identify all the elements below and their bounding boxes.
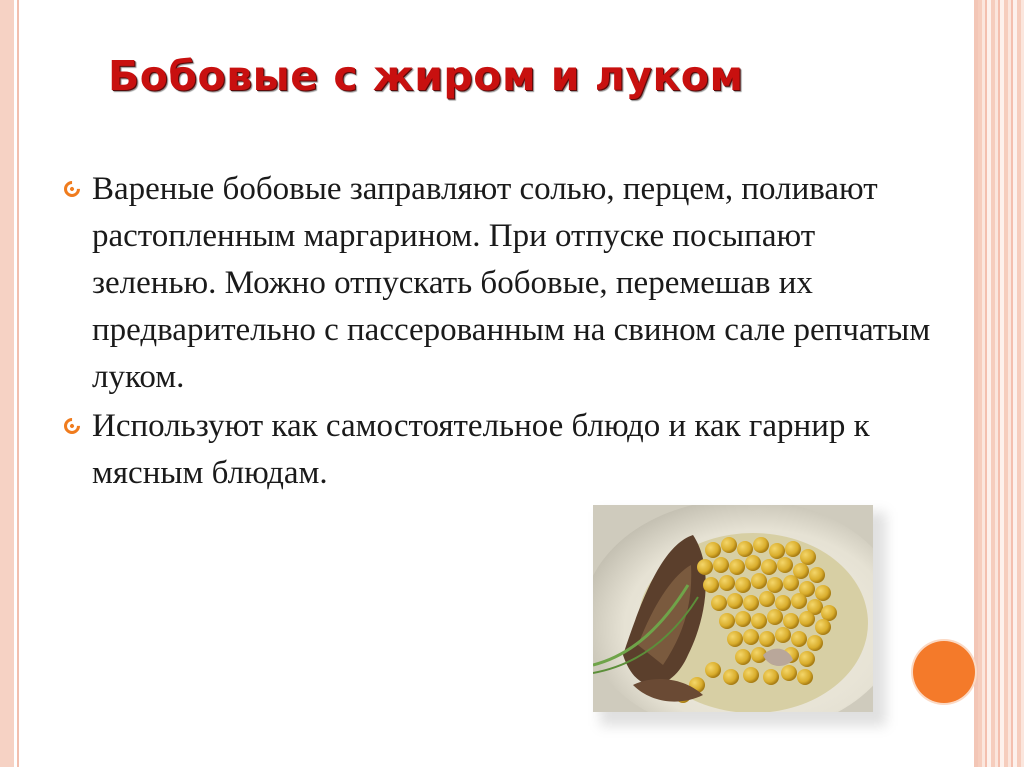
bullet-text: Используют как самостоятельное блюдо и как гарнир к мясным блюдам. xyxy=(92,408,870,491)
slide-title: Бобовые с жиром и луком xyxy=(108,52,744,100)
bullet-marker-icon xyxy=(61,178,84,201)
bullet-list xyxy=(62,166,942,499)
chickpea-dish-image xyxy=(593,505,873,712)
bullet-marker-icon xyxy=(61,415,84,438)
right-frame-border xyxy=(978,0,1024,767)
left-frame-border xyxy=(0,0,14,767)
bullet-item xyxy=(62,403,942,497)
bullet-item xyxy=(62,166,942,401)
bullet-text: Вареные бобовые заправляют солью, перцем, поливают растопленным маргарином. При отпуске посыпают зеленью. Можно отпускать бобовые, перемешав их предварительно с пассерованным на свином сале репчатым луком. xyxy=(92,171,931,395)
chickpea-dish-photo xyxy=(593,505,873,712)
decorative-circle xyxy=(913,641,975,703)
